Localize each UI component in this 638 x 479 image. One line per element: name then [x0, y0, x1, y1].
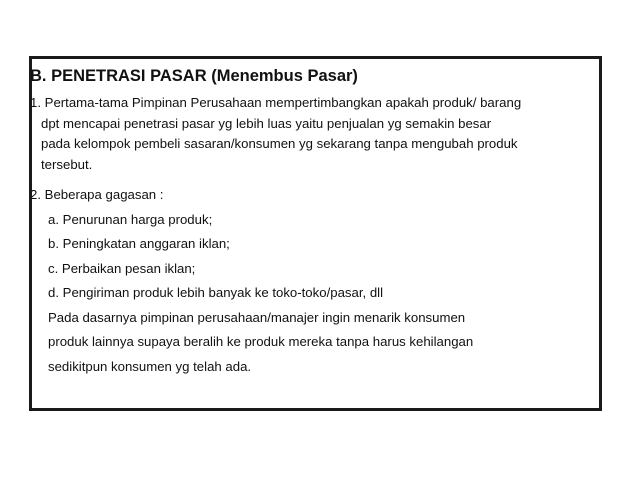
- point2-item-c: c. Perbaikan pesan iklan;: [48, 260, 196, 276]
- point1-line-3: pada kelompok pembeli sasaran/konsumen yg sekarang tanpa mengubah produk: [41, 136, 518, 151]
- conclusion-line-1: Pada dasarnya pimpinan perusahaan/manajer ingin menarik konsumen: [48, 309, 466, 325]
- point2-item-d: d. Pengiriman produk lebih banyak ke toko-toko/pasar, dll: [48, 285, 384, 300]
- point2-item-b: b. Peningkatan anggaran iklan;: [48, 236, 230, 251]
- point2-heading: 2. Beberapa gagasan :: [30, 187, 164, 202]
- slide-content: [30, 7, 602, 377]
- point1-line-1: 1. Pertama-tama Pimpinan Perusahaan mempertimbangkan apakah produk/ barang: [30, 95, 522, 110]
- slide-title: B. PENETRASI PASAR (Menembus Pasar): [30, 67, 358, 85]
- conclusion-line-3: sedikitpun konsumen yg telah ada.: [48, 358, 252, 374]
- conclusion-line-2: produk lainnya supaya beralih ke produk mereka tanpa harus kehilangan: [48, 334, 474, 349]
- point1-line-4: tersebut.: [41, 156, 93, 172]
- point2-item-a: a. Penurunan harga produk;: [48, 211, 213, 227]
- point1-line-2: dpt mencapai penetrasi pasar yg lebih luas yaitu penjualan yg semakin besar: [41, 115, 492, 131]
